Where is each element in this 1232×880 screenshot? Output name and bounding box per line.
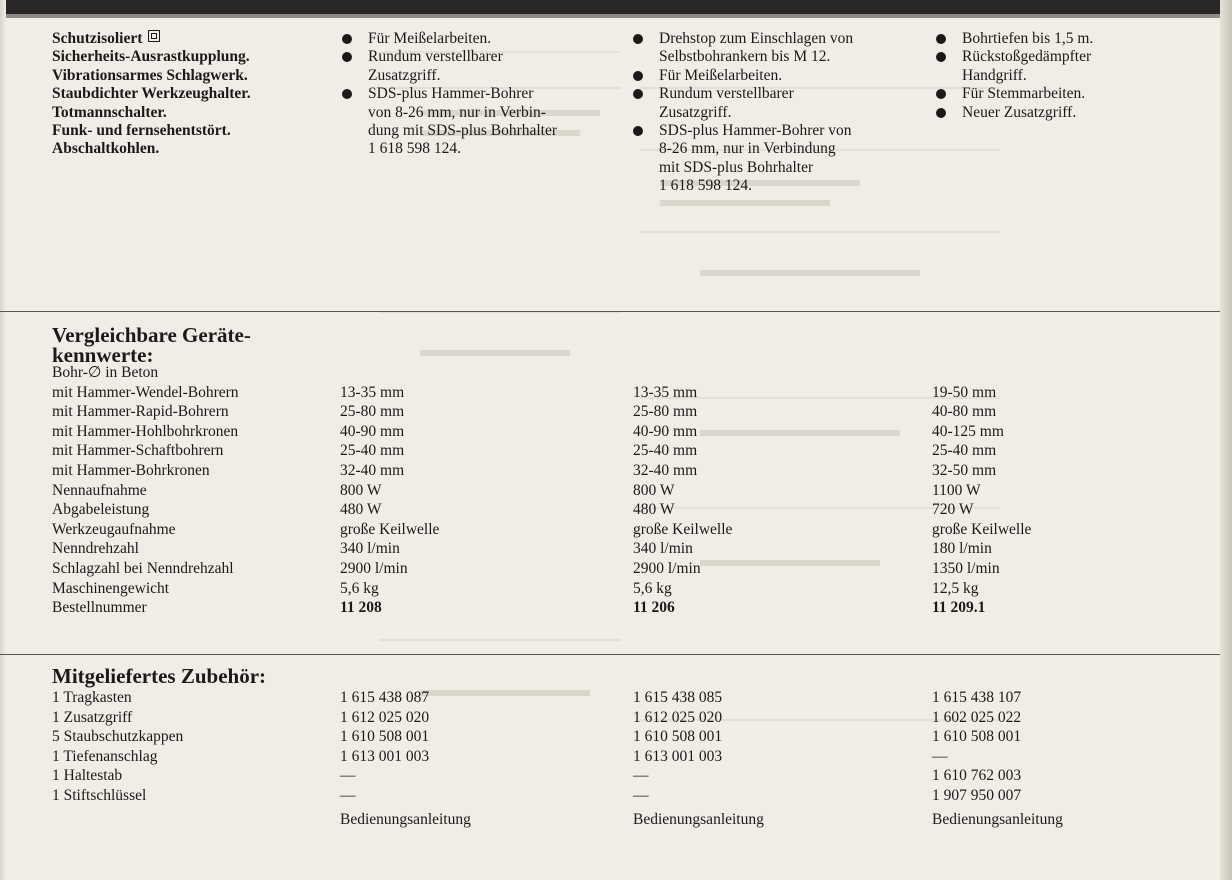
spec-label: mit Hammer-Rapid-Bohrern (52, 403, 229, 421)
accessory-part-number: — (340, 767, 356, 785)
feature-hammer-mechanism: Vibrationsarmes Schlagwerk. (52, 66, 248, 84)
accessory-part-number: 1 907 950 007 (932, 786, 1022, 804)
operating-manual: Bedienungsanleitung (932, 810, 1063, 828)
accessory-part-number: 1 615 438 107 (932, 689, 1022, 706)
spec-value: 2900 l/min (340, 559, 408, 577)
spec-value (633, 363, 913, 383)
spec-label: mit Hammer-Schaftbohrern (52, 442, 224, 460)
bullet-item: Für Stemmarbeiten. (936, 85, 1196, 103)
accessory-part-number: 1 612 025 020 (633, 708, 723, 726)
accessory-part-number: 1 610 508 001 (932, 728, 1022, 746)
spec-label: Abgabeleistung (52, 501, 150, 519)
spec-value: 13-35 mm (340, 383, 405, 401)
bullet-icon (633, 71, 643, 81)
spec-label: mit Hammer-Wendel-Bohrern (52, 383, 239, 401)
operating-manual: Bedienungsanleitung (340, 810, 471, 828)
feature-auto-stop-brushes: Abschaltkohlen. (52, 140, 160, 158)
spec-label: mit Hammer-Bohrkronen (52, 461, 210, 479)
spec-value: 180 l/min (932, 540, 992, 558)
spec-value: 40-125 mm (932, 422, 1004, 440)
spec-label: Nennaufnahme (52, 481, 147, 499)
accessories-model-11206-column (633, 688, 913, 829)
bullet-icon (633, 34, 643, 44)
accessory-label: 1 Tiefenanschlag (52, 747, 158, 765)
accessory-label: 1 Haltestab (52, 767, 123, 785)
feature-bullets-model-11208 (342, 30, 622, 159)
accessory-part-number: 1 610 508 001 (633, 728, 723, 746)
spec-value: 800 W (340, 481, 382, 499)
bullet-icon (936, 52, 946, 62)
spec-value: 5,6 kg (633, 579, 672, 597)
accessory-part-number: 1 610 508 001 (340, 728, 430, 746)
bullet-item: Für Meißelarbeiten. (633, 67, 933, 85)
accessory-label: 1 Stiftschlüssel (52, 786, 147, 804)
accessory-part-number: — (633, 786, 649, 804)
bullet-item: SDS-plus Hammer-Bohrer von 8-26 mm, nur in Verbin- dung mit SDS-plus Bohrhalter 1 618 598 124. (342, 85, 622, 159)
spec-label: Bestellnummer (52, 599, 147, 617)
bullet-item: Bohrtiefen bis 1,5 m. (936, 30, 1196, 48)
spec-value: 1100 W (932, 481, 981, 499)
spec-value: 25-80 mm (340, 403, 405, 421)
accessories-model-11208-column (340, 688, 610, 829)
bullet-icon (633, 126, 643, 136)
feature-deadman-switch: Totmannschalter. (52, 103, 167, 121)
spec-value: 480 W (340, 501, 382, 519)
feature-bullets-model-11209 (936, 30, 1196, 122)
bullet-icon (936, 108, 946, 118)
feature-protection-class: Schutzisoliert (52, 30, 160, 48)
spec-value: 720 W (932, 501, 974, 519)
spec-value: große Keilwelle (340, 520, 440, 538)
specs-model-11208-column (340, 363, 610, 618)
spec-value: 25-40 mm (340, 442, 405, 460)
spec-label: Bohr-∅ in Beton (52, 364, 159, 381)
feature-bullets-model-11206 (633, 30, 933, 196)
specs-model-11206-column (633, 363, 913, 618)
accessory-part-number: 1 615 438 085 (633, 689, 723, 706)
spec-value: 40-90 mm (633, 422, 698, 440)
spec-value: 32-50 mm (932, 461, 997, 479)
spec-value: 13-35 mm (633, 383, 698, 401)
bullet-icon (936, 34, 946, 44)
spec-value: 19-50 mm (932, 383, 997, 401)
accessory-part-number: 1 615 438 087 (340, 689, 430, 706)
spec-value: 12,5 kg (932, 579, 979, 597)
spec-value: 25-40 mm (633, 442, 698, 460)
spec-label: Nenndrehzahl (52, 540, 139, 558)
spec-value: 25-40 mm (932, 442, 997, 460)
spec-label: Werkzeugaufnahme (52, 520, 176, 538)
accessory-label: 1 Tragkasten (52, 689, 132, 706)
spec-value: 25-80 mm (633, 403, 698, 421)
spec-value: 340 l/min (340, 540, 400, 558)
feature-interference-suppressed: Funk- und fernsehentstört. (52, 122, 231, 139)
spec-value: große Keilwelle (932, 520, 1032, 538)
spec-value: große Keilwelle (633, 520, 733, 538)
bullet-item: Rundum verstellbarer Zusatzgriff. (633, 85, 933, 122)
feature-clutch: Sicherheits-Ausrastkupplung. (52, 48, 250, 66)
spec-value: 340 l/min (633, 540, 693, 558)
accessory-part-number: 1 610 762 003 (932, 767, 1022, 785)
spec-value: 5,6 kg (340, 579, 379, 597)
spec-value: 32-40 mm (633, 461, 698, 479)
accessory-part-number: — (340, 786, 356, 804)
section-divider (0, 311, 1220, 312)
accessory-part-number: 1 613 001 003 (340, 747, 430, 765)
spec-value: 32-40 mm (340, 461, 405, 479)
spec-value (932, 363, 1192, 383)
spec-value: 40-80 mm (932, 403, 997, 421)
spec-label: Maschinengewicht (52, 579, 170, 597)
accessory-part-number: — (932, 747, 948, 765)
bullet-icon (936, 89, 946, 99)
bullet-item: Rundum verstellbarer Zusatzgriff. (342, 48, 622, 85)
section-divider (0, 654, 1220, 655)
specs-labels-column (52, 363, 332, 618)
spec-value: 800 W (633, 481, 675, 499)
bullet-item: SDS-plus Hammer-Bohrer von 8-26 mm, nur in Verbindung mit SDS-plus Bohrhalter 1 618 598 124. (633, 122, 933, 196)
order-number: 11 208 (340, 599, 382, 617)
accessory-part-number: 1 613 001 003 (633, 747, 723, 765)
operating-manual: Bedienungsanleitung (633, 810, 764, 828)
spec-value: 40-90 mm (340, 422, 405, 440)
bullet-item: Für Meißelarbeiten. (342, 30, 622, 48)
feature-tool-holder: Staubdichter Werkzeughalter. (52, 85, 251, 103)
spec-label: mit Hammer-Hohlbohrkronen (52, 422, 239, 440)
spec-value (340, 363, 610, 383)
accessory-label: 5 Staubschutzkappen (52, 728, 184, 746)
specs-model-11209-column (932, 363, 1192, 618)
accessory-part-number: 1 602 025 022 (932, 708, 1022, 726)
accessory-label: 1 Zusatzgriff (52, 708, 133, 726)
double-insulation-icon (148, 30, 160, 42)
bullet-icon (633, 89, 643, 99)
bullet-icon (342, 89, 352, 99)
order-number: 11 209.1 (932, 599, 986, 617)
accessories-labels-column (52, 688, 332, 806)
accessories-model-11209-column (932, 688, 1192, 829)
accessory-part-number: 1 612 025 020 (340, 708, 430, 726)
accessories-heading: Mitgeliefertes Zubehör: (52, 664, 267, 688)
spec-value: 2900 l/min (633, 559, 701, 577)
spec-value: 1350 l/min (932, 559, 1000, 577)
bullet-item: Neuer Zusatzgriff. (936, 104, 1196, 122)
spec-label: Schlagzahl bei Nenndrehzahl (52, 559, 234, 577)
bullet-item: Rückstoßgedämpfter Handgriff. (936, 48, 1196, 85)
spec-value: 480 W (633, 501, 675, 519)
accessory-part-number: — (633, 767, 649, 785)
bullet-icon (342, 52, 352, 62)
bullet-icon (342, 34, 352, 44)
bullet-item: Drehstop zum Einschlagen von Selbstbohrankern bis M 12. (633, 30, 933, 67)
order-number: 11 206 (633, 599, 675, 617)
specs-heading: Vergleichbare Geräte- kennwerte: (52, 323, 251, 367)
